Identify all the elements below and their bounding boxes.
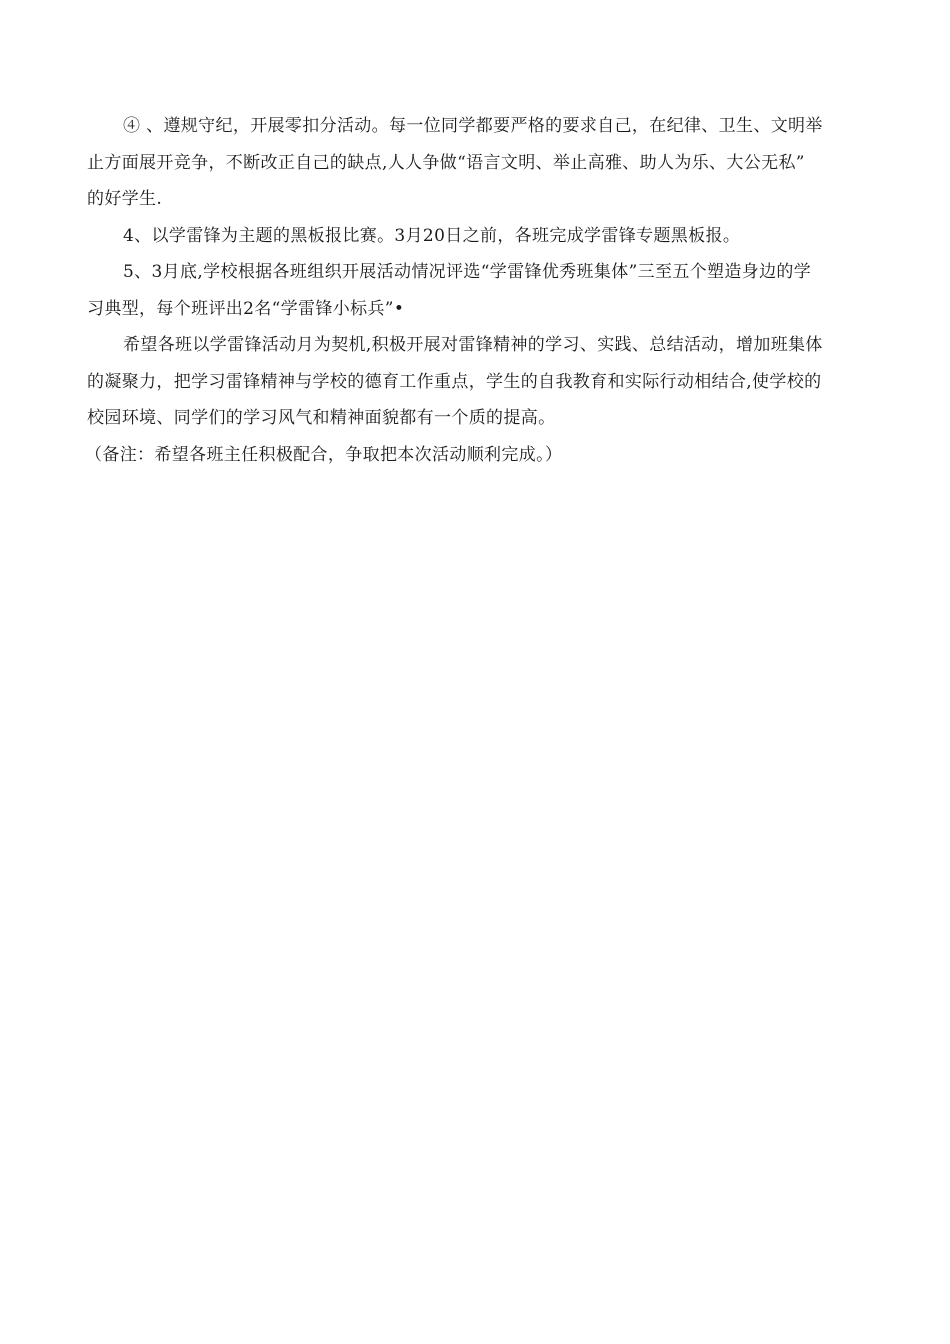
- paragraph-hope: [87, 327, 863, 437]
- document-page: [87, 108, 863, 473]
- text-line: 习典型，每个班评出2名“学雷锋小标兵”•: [87, 298, 405, 319]
- paragraph-item-5: [87, 254, 863, 327]
- text-line: ④ 、遵规守纪，开展零扣分活动。每一位同学都要严格的要求自己，在纪律、卫生、文明举: [123, 116, 823, 136]
- text-line: 校园环境、同学们的学习风气和精神面貌都有一个质的提高。: [87, 408, 556, 428]
- text-line: 5、3月底,学校根据各班组织开展活动情况评选“学雷锋优秀班集体”三至五个塑造身边的学: [123, 262, 812, 282]
- paragraph-note: [87, 437, 863, 474]
- text-line: 的凝聚力，把学习雷锋精神与学校的德育工作重点，学生的自我教育和实际行动相结合,使学校的: [87, 371, 822, 392]
- note-line: （备注：希望各班主任积极配合，争取把本次活动顺利完成。）: [85, 444, 563, 465]
- text-line: 希望各班以学雷锋活动月为契机,积极开展对雷锋精神的学习、实践、总结活动，增加班集体: [123, 335, 823, 355]
- paragraph-item-4: [87, 218, 863, 255]
- paragraph-circled-item-4: [87, 108, 863, 218]
- text-line: 的好学生.: [87, 189, 163, 209]
- text-line: 止方面展开竞争，不断改正自己的缺点,人人争做“语言文明、举止高雅、助人为乐、大公无私”: [87, 152, 805, 173]
- text-line: 4、以学雷锋为主题的黑板报比赛。3月20日之前，各班完成学雷锋专题黑板报。: [123, 225, 741, 246]
